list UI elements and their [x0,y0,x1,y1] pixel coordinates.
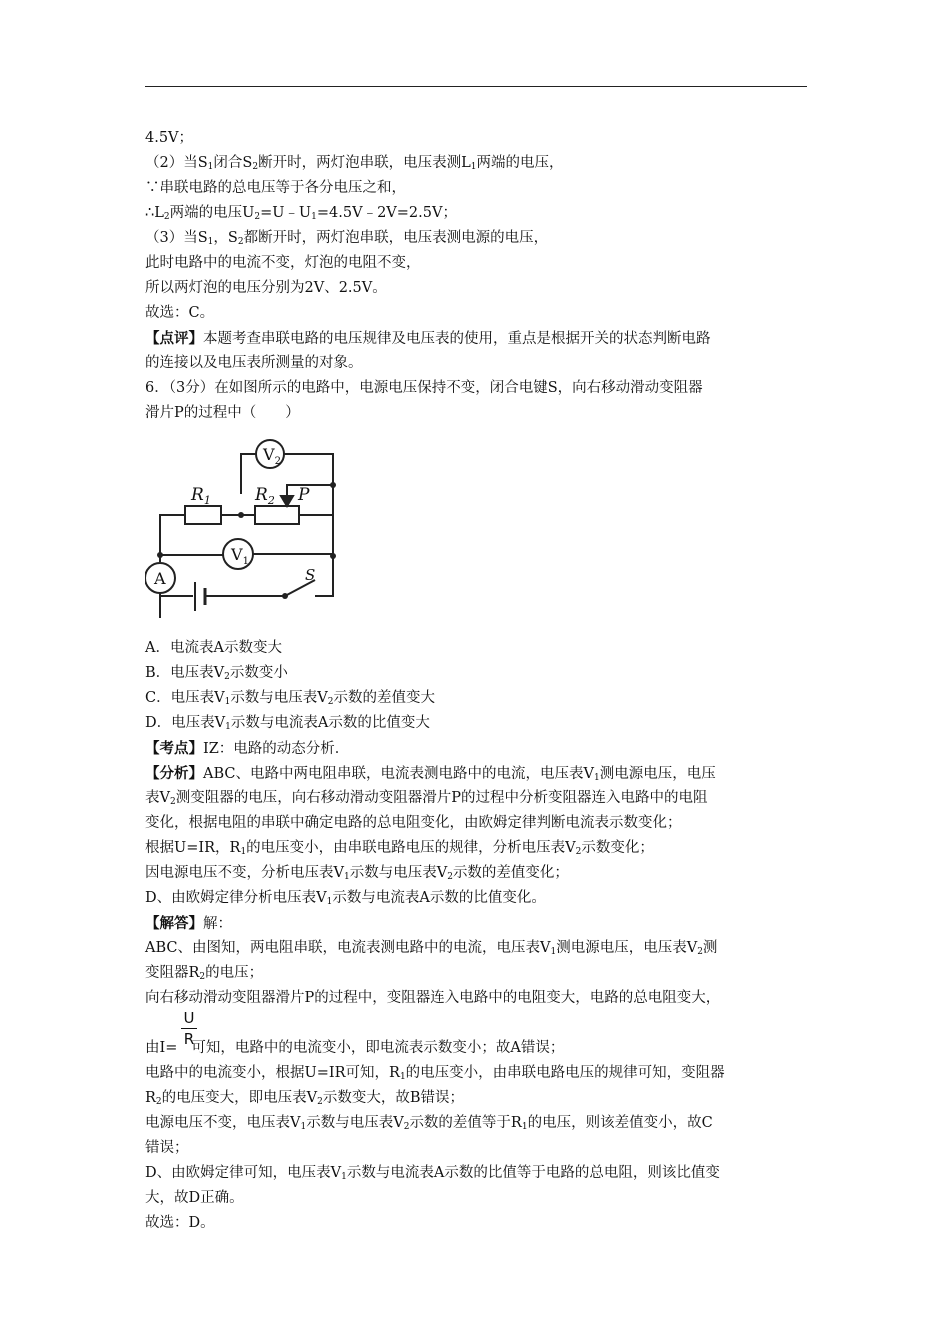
jieda-line-8: 错误； [145,1140,189,1156]
jieda-line-10: 大，故D正确。 [145,1190,244,1206]
fenxi-line-4: 根据U=IR，$R_1$的电压变小，由串联电路电压的规律，分析电压表$V_2$示数变化； [145,840,654,857]
wire-v2-left [241,454,256,494]
prev-comment-cont: 的连接以及电压表所测量的对象。 [145,355,363,371]
jieda-tag: 【解答】 [145,915,203,932]
fenxi-tag: 【分析】 [145,765,203,782]
fenxi-line-2: 表$V_2$测变阻器的电压，向右移动滑动变阻器滑片P的过程中分析变阻器连入电路中的电阻 [145,790,708,807]
junction-dot [330,553,336,559]
fenxi-line-6: D、由欧姆定律分析电压表$V_1$示数与电流表A示数的比值变化。 [145,890,546,907]
v2-label: $V_2$ [263,445,281,467]
option-b[interactable]: B．电压表$V_2$示数变小 [145,665,288,682]
junction-dot [157,552,163,558]
wire-v1-left [160,548,223,555]
fenxi-line-3: 变化，根据电阻的串联中确定电路的总电阻变化，由欧姆定律判断电流表示数变化； [145,815,682,831]
document-body [145,126,813,1236]
v1-label: $V_1$ [231,545,249,567]
jieda-line-2: 变阻器$R_2$的电压； [145,965,264,982]
circuit-diagram [145,426,813,636]
circuit-svg [145,430,405,630]
options-list [145,636,813,736]
option-a[interactable]: A．电流表A示数变大 [145,640,282,656]
prev-line-3: $\therefore L_2$两端的电压$U_2=U﹣U_1=4.5V﹣2V=2.5V$； [145,205,457,222]
jieda-line-3: 向右移动滑动变阻器滑片P的过程中，变阻器连入电路中的电阻变大，电路的总电阻变大， [145,990,721,1006]
prev-answer: 故选：C。 [145,305,215,321]
fraction-u-over-r: $\frac{U}{R}$ [181,1008,197,1049]
junction-dot [238,512,244,518]
jieda-line-4: $\frac{U}{R}$ 由I= 可知，电路中的电流变小，即电流表示数变小；故A错误； [145,1009,565,1056]
question-stem-1: 6．（3分）在如图所示的电路中，电源电压保持不变，闭合电键S，向右移动滑动变阻器 [145,380,703,396]
question-stem-2: 滑片P的过程中（ ） [145,405,300,421]
wire-r1-left [160,515,185,555]
ammeter-label: A [154,569,166,588]
header-rule [145,86,807,87]
prev-line-5: 此时电路中的电流不变，灯泡的电阻不变， [145,255,421,271]
final-answer: 故选：D。 [145,1215,215,1231]
resistor-r2 [255,506,299,524]
prev-line-4: （3）当$S_1$，$S_2$都断开时，两灯泡串联，电压表测电源的电压， [145,230,549,247]
fenxi-line-5: 因电源电压不变，分析电压表$V_1$示数与电压表$V_2$示数的差值变化； [145,865,569,882]
fenxi-line-1: 【分析】ABC、电路中两电阻串联，电流表测电路中的电流，电压表$V_1$测电源电压，电压 [145,765,716,783]
prev-line-6: 所以两灯泡的电压分别为2V、2.5V。 [145,280,387,296]
prev-comment: 【点评】本题考查串联电路的电压规律及电压表的使用，重点是根据开关的状态判断电路 [145,330,711,347]
r1-label: $R_1$ [191,485,211,507]
slider-p-label: P [298,485,310,505]
jieda-line: 【解答】解： [145,915,232,932]
prev-line-1: （2）当$S_1$闭合$S_2$断开时，两灯泡串联，电压表测$L_1$两端的电压， [145,155,564,172]
switch-pivot [282,593,288,599]
prev-line-0: 4.5V； [145,130,194,146]
r2-label: $R_2$ [255,485,275,507]
kaodian-line: 【考点】IZ：电路的动态分析． [145,740,350,757]
switch-s-label: S [305,566,316,584]
jieda-line-9: D、由欧姆定律可知，电压表$V_1$示数与电流表A示数的比值等于电路的总电阻，则该比值变 [145,1165,720,1182]
option-c[interactable]: C．电压表$V_1$示数与电压表$V_2$示数的差值变大 [145,690,436,707]
jieda-line-6: $R_2$的电压变大，即电压表$V_2$示数变大，故B错误； [145,1090,465,1107]
wire-bottom-right [315,556,333,596]
slider-arrow [281,496,293,506]
slider-wire [287,485,333,500]
jieda-line-1: ABC、由图知，两电阻串联，电流表测电路中的电流，电压表$V_1$测电源电压，电压表$V_2$测 [145,940,718,957]
prev-line-2: ∵串联电路的总电压等于各分电压之和， [145,180,406,196]
kaodian-tag: 【考点】 [145,740,203,757]
comment-tag: 【点评】 [145,330,203,347]
junction-dot [330,482,336,488]
jieda-line-5: 电路中的电流变小，根据U=IR可知，$R_1$的电压变小，由串联电路电压的规律可知，变阻器 [145,1065,725,1082]
option-d[interactable]: D．电压表$V_1$示数与电流表A示数的比值变大 [145,715,430,732]
resistor-r1 [185,506,221,524]
jieda-line-7: 电源电压不变，电压表$V_1$示数与电压表$V_2$示数的差值等于$R_1$的电压，则该差值变小，故C [145,1115,713,1132]
